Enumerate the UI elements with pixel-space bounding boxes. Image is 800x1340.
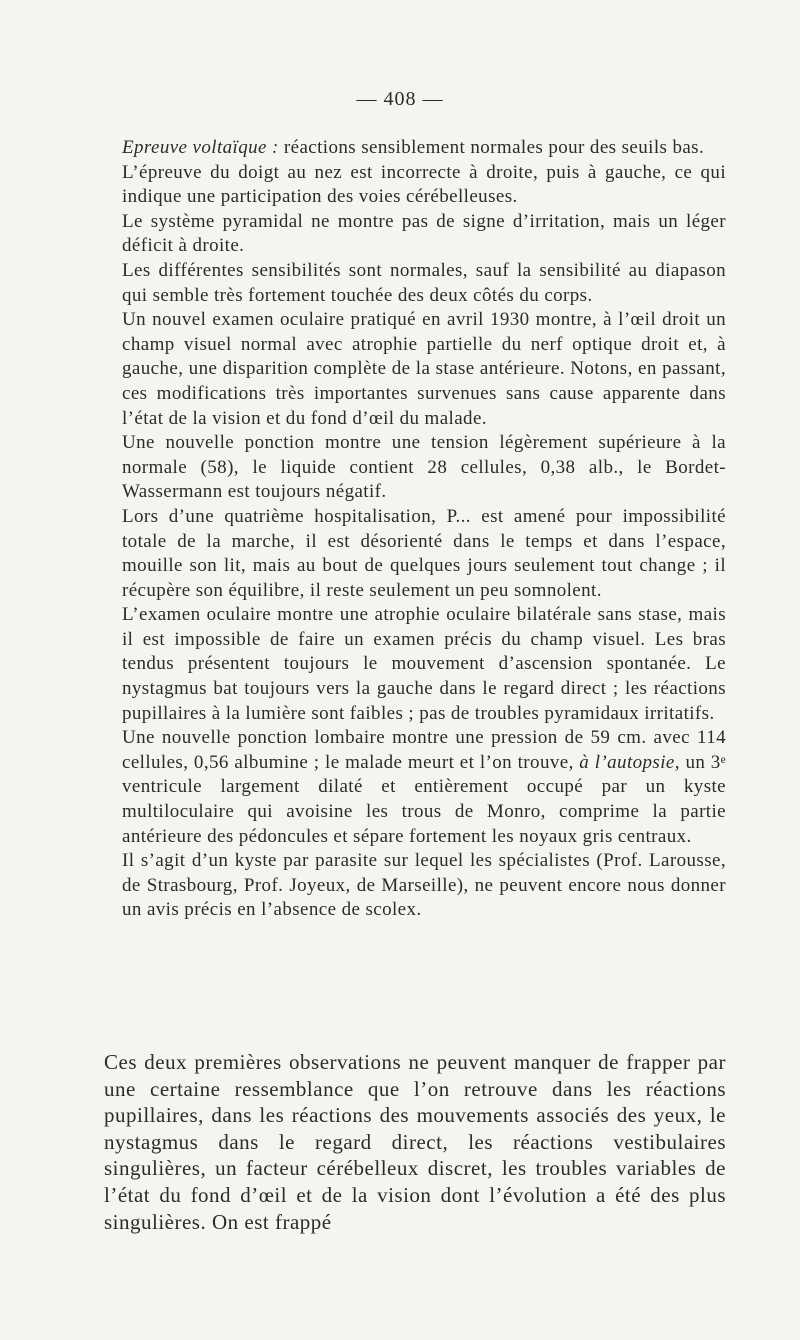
paragraph-sensibility: Les différentes sensibilités sont normales, sauf la sensibilité au diapason qui semble très fortement touchée des deux côtés du corps.: [122, 259, 726, 306]
paragraph-text-before: Une nouvelle ponction lombaire montre une pression de 59 cm. avec 114 cellules, 0,56 albumine ; le malade meurt et l’on trouve,: [122, 727, 726, 773]
paragraph-ocular-exam: Un nouvel examen oculaire pratiqué en avril 1930 montre, à l’œil droit un champ visuel normal avec atrophie partielle du nerf optique droit et, à gauche, une disparition complète de la stase antérieure. Notons, en passant, ces modifications très importantes survenues sans cause apparente dans l’état de la vision et du fond d’œil du malade.: [122, 309, 726, 429]
paragraph-autopsy: [122, 726, 726, 849]
paragraph-text-after: un 3ᵉ ventricule largement dilaté et entièrement occupé par un kyste multiloculaire qui avoisine les trous de Monro, comprime la partie antérieure des pédoncules et sépare fortement les noyaux gris centraux.: [122, 751, 726, 847]
conclusion-text: [104, 1049, 726, 1235]
paragraph-text: réactions sensiblement normales pour des seuils bas.: [278, 137, 705, 158]
conclusion-paragraph: Ces deux premières observations ne peuvent manquer de frapper par une certaine ressemblance que l’on retrouve dans les réactions pupillaires, dans les réactions des mouvements associés des yeux, le nystagmus dans le regard direct, les réactions vestibulaires singulières, un facteur cérébelleux discret, les troubles variables de l’état du fond d’œil et de la vision dont l’évolution a été des plus singulières. On est frappé: [104, 1050, 726, 1234]
paragraph-hospitalisation: Lors d’une quatrième hospitalisation, P... est amené pour impossibilité totale de la marche, il est désorienté dans le temps et dans l’espace, mouille son lit, mais au bout de quelques jours seulement tout change ; il récupère son équilibre, il reste seulement un peu somnolent.: [122, 505, 726, 601]
observation-text: [122, 136, 726, 923]
paragraph-ocular-atrophy: L’examen oculaire montre une atrophie oculaire bilatérale sans stase, mais il est impossible de faire un examen précis du champ visuel. Les bras tendus présentent toujours le mouvement d’ascension spontanée. Le nystagmus bat toujours vers la gauche dans le regard direct ; les réactions pupillaires à la lumière sont faibles ; pas de troubles pyramidaux irritatifs.: [122, 604, 726, 724]
paragraph-voltaic-test: [122, 136, 726, 161]
paragraph-finger-nose: L’épreuve du doigt au nez est incorrecte à droite, puis à gauche, ce qui indique une participation des voies cérébelleuses.: [122, 161, 726, 208]
italic-autopsy: à l’autopsie,: [579, 751, 680, 773]
italic-lead: Epreuve voltaïque :: [122, 137, 279, 158]
page-number: — 408 —: [356, 88, 444, 110]
paragraph-parasite-cyst: Il s’agit d’un kyste par parasite sur lequel les spécialistes (Prof. Larousse, de Strasbourg, Prof. Joyeux, de Marseille), ne peuvent encore nous donner un avis précis en l’absence de scolex.: [122, 850, 726, 921]
paragraph-pyramidal: Le système pyramidal ne montre pas de signe d’irritation, mais un léger déficit à droite.: [122, 210, 726, 257]
paragraph-puncture: Une nouvelle ponction montre une tension légèrement supérieure à la normale (58), le liquide contient 28 cellules, 0,38 alb., le Bordet-Wassermann est toujours négatif.: [122, 432, 726, 503]
